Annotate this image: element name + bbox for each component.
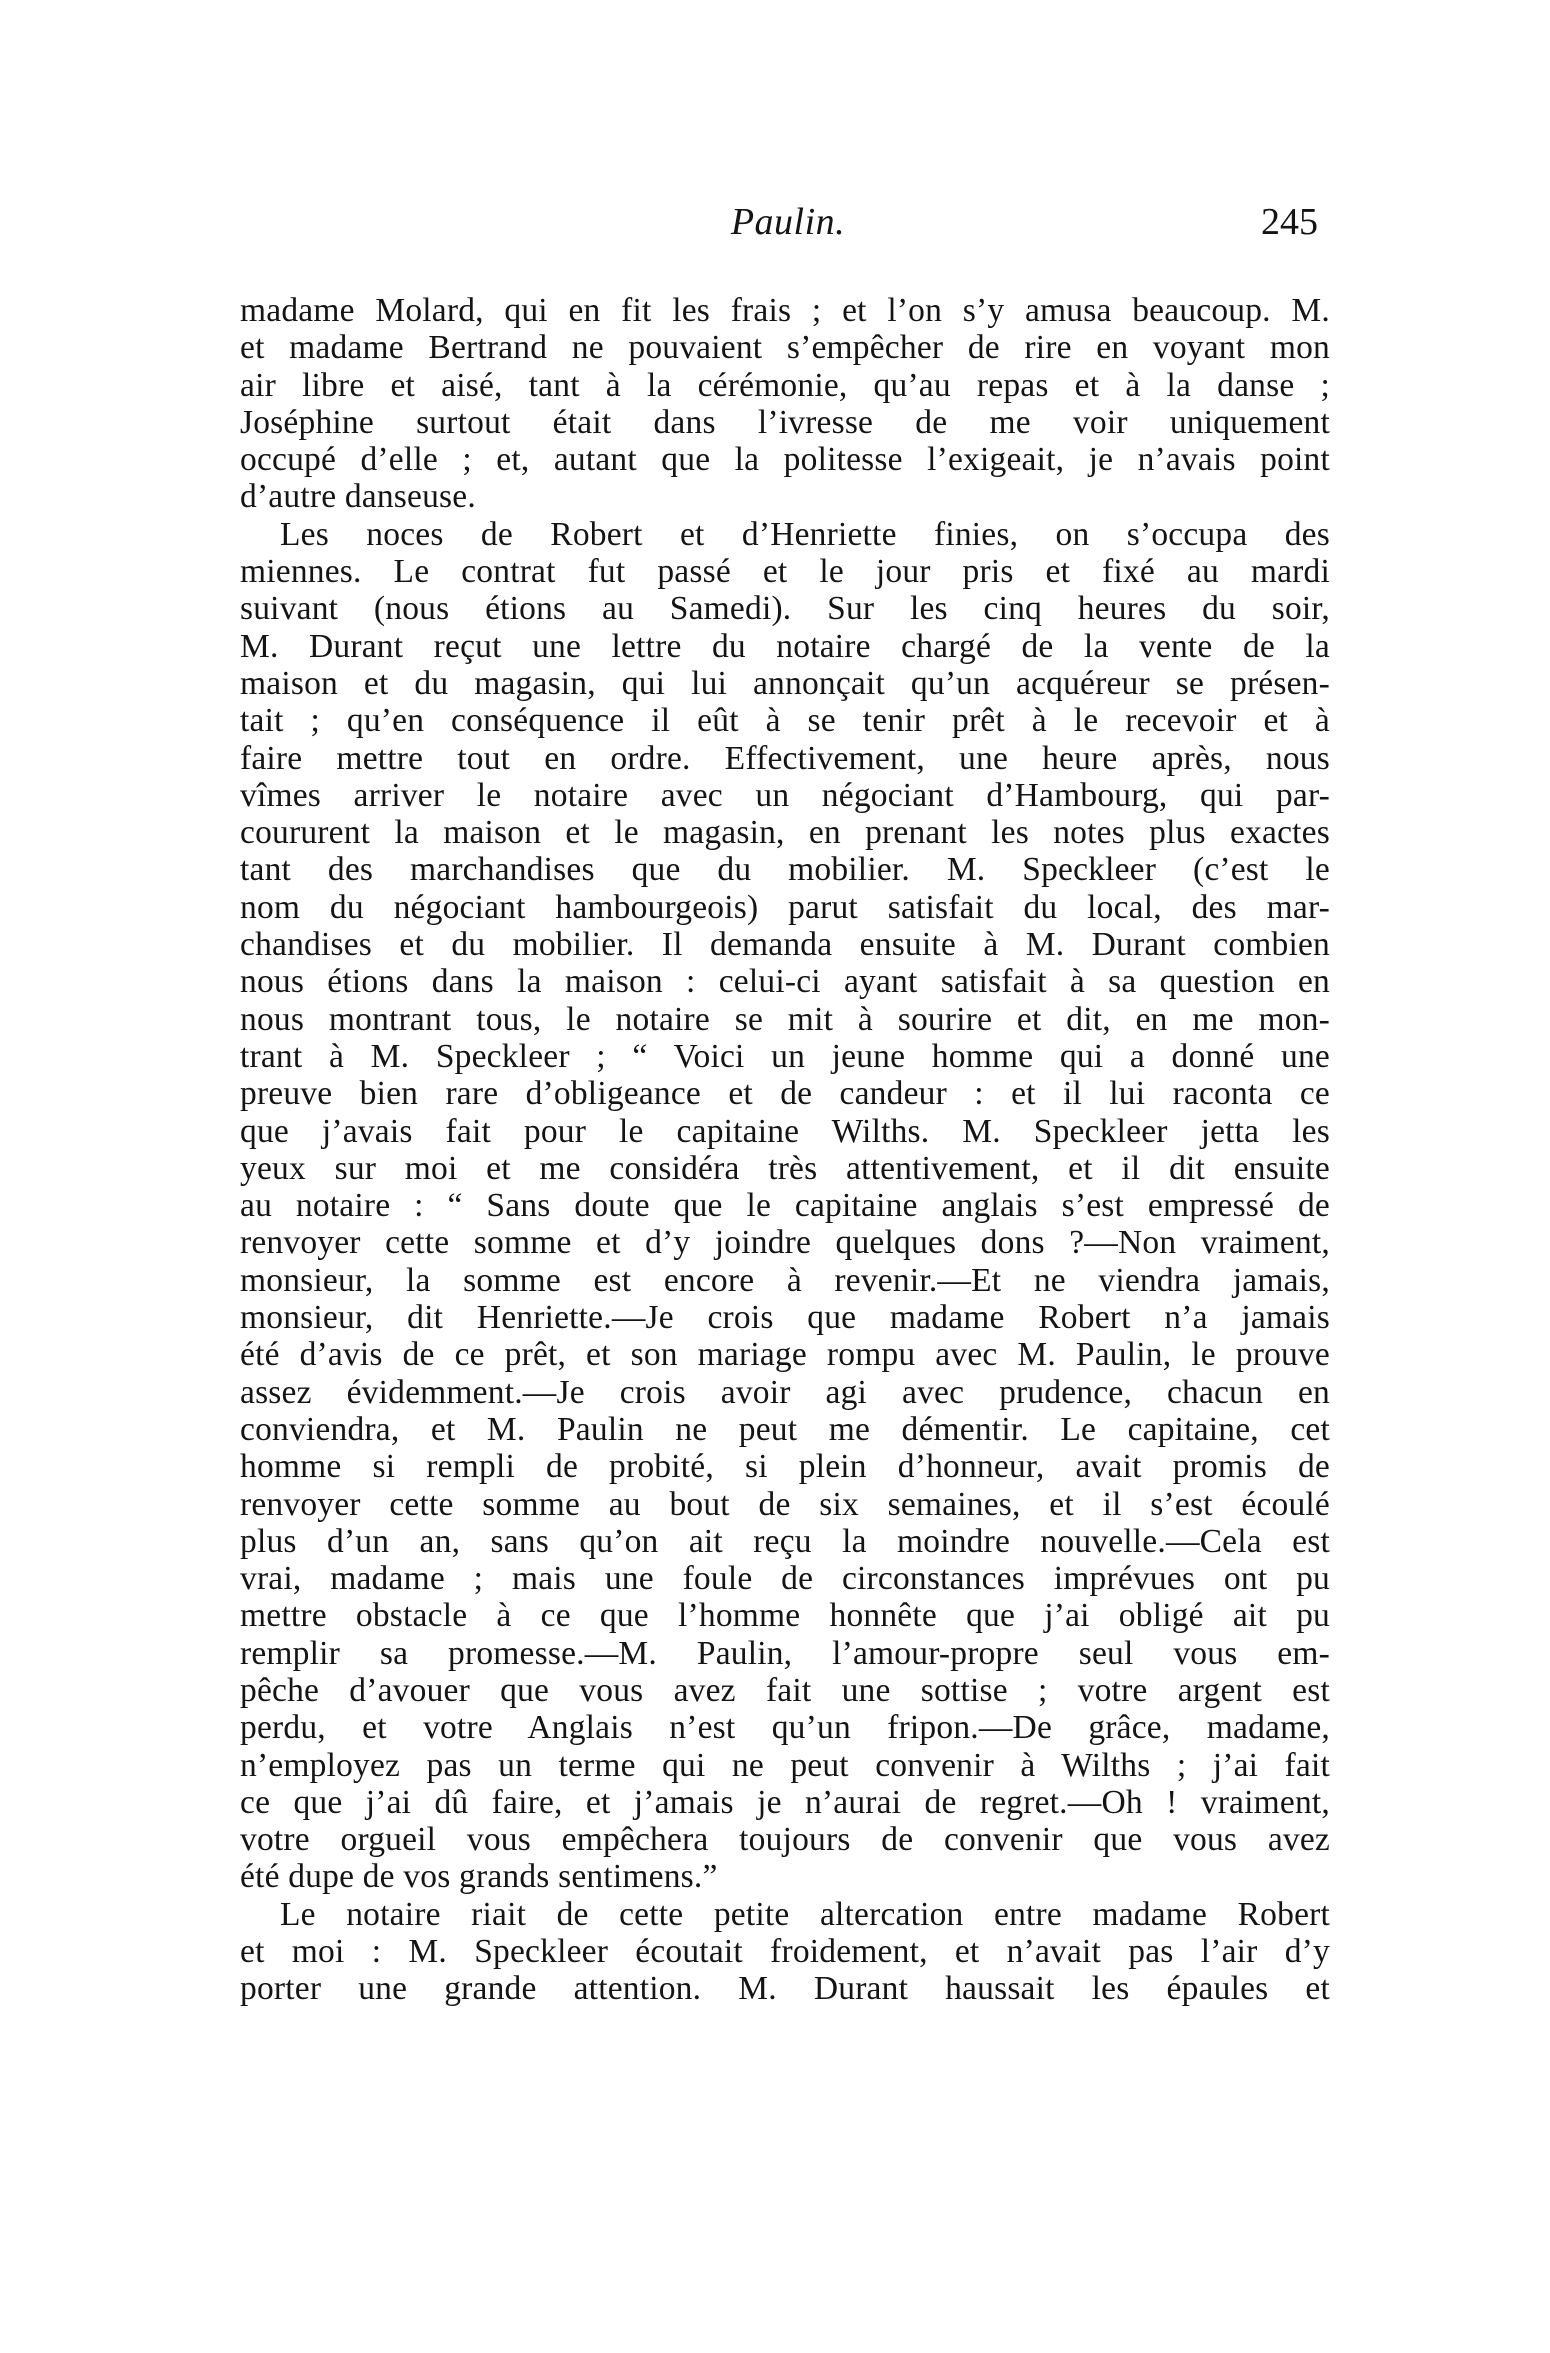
- text-line: conviendra, et M. Paulin ne peut me démentir. Le capitaine, cet: [240, 1410, 1330, 1448]
- text-line: monsieur, dit Henriette.—Je crois que madame Robert n’a jamais: [240, 1299, 1330, 1337]
- text-line: Le notaire riait de cette petite altercation entre madame Robert: [280, 1895, 1330, 1933]
- text-line: remplir sa promesse.—M. Paulin, l’amour-propre seul vous em-: [240, 1634, 1330, 1672]
- text-line: assez évidemment.—Je crois avoir agi avec prudence, chacun en: [240, 1373, 1330, 1411]
- text-line: Joséphine surtout était dans l’ivresse de me voir uniquement: [240, 403, 1330, 441]
- text-line: homme si rempli de probité, si plein d’honneur, avait promis de: [240, 1448, 1330, 1486]
- text-line: suivant (nous étions au Samedi). Sur les cinq heures du soir,: [240, 590, 1330, 628]
- text-line: coururent la maison et le magasin, en prenant les notes plus exactes: [240, 814, 1330, 852]
- text-line: M. Durant reçut une lettre du notaire chargé de la vente de la: [240, 627, 1330, 665]
- running-head: [238, 192, 1338, 252]
- text-line: faire mettre tout en ordre. Effectivement, une heure après, nous: [240, 739, 1330, 777]
- text-line: renvoyer cette somme au bout de six semaines, et il s’est écoulé: [240, 1485, 1330, 1523]
- text-line: et madame Bertrand ne pouvaient s’empêcher de rire en voyant mon: [240, 329, 1330, 367]
- text-line: vrai, madame ; mais une foule de circonstances imprévues ont pu: [240, 1560, 1330, 1598]
- text-line: nom du négociant hambourgeois) parut satisfait du local, des mar-: [240, 888, 1330, 926]
- text-line: madame Molard, qui en fit les frais ; et l’on s’y amusa beaucoup. M.: [240, 292, 1330, 329]
- text-line: et moi : M. Speckleer écoutait froidement, et n’avait pas l’air d’y: [240, 1933, 1330, 1971]
- text-line: monsieur, la somme est encore à revenir.—Et ne viendra jamais,: [240, 1261, 1330, 1299]
- text-line: renvoyer cette somme et d’y joindre quelques dons ?—Non vraiment,: [240, 1224, 1330, 1262]
- text-line: d’autre danseuse.: [240, 478, 476, 516]
- text-line: ce que j’ai dû faire, et j’amais je n’aurai de regret.—Oh ! vraiment,: [240, 1783, 1330, 1821]
- text-line: porter une grande attention. M. Durant haussait les épaules et: [240, 1970, 1330, 2008]
- text-line: tait ; qu’en conséquence il eût à se tenir prêt à le recevoir et à: [240, 702, 1330, 740]
- page-number: 245: [1261, 201, 1318, 243]
- text-line: été dupe de vos grands sentimens.”: [240, 1858, 718, 1896]
- text-line: été d’avis de ce prêt, et son mariage rompu avec M. Paulin, le prouve: [240, 1336, 1330, 1374]
- text-line: plus d’un an, sans qu’on ait reçu la moindre nouvelle.—Cela est: [240, 1522, 1330, 1560]
- text-line: preuve bien rare d’obligeance et de candeur : et il lui raconta ce: [240, 1075, 1330, 1113]
- text-line: miennes. Le contrat fut passé et le jour pris et fixé au mardi: [240, 553, 1330, 591]
- text-line: tant des marchandises que du mobilier. M. Speckleer (c’est le: [240, 851, 1330, 889]
- text-line: occupé d’elle ; et, autant que la politesse l’exigeait, je n’avais point: [240, 441, 1330, 479]
- text-line: nous étions dans la maison : celui-ci ayant satisfait à sa question en: [240, 963, 1330, 1001]
- text-line: pêche d’avouer que vous avez fait une sottise ; votre argent est: [240, 1671, 1330, 1709]
- text-line: que j’avais fait pour le capitaine Wilths. M. Speckleer jetta les: [240, 1112, 1330, 1150]
- text-line: votre orgueil vous empêchera toujours de convenir que vous avez: [240, 1821, 1330, 1859]
- text-line: perdu, et votre Anglais n’est qu’un fripon.—De grâce, madame,: [240, 1709, 1330, 1747]
- text-line: yeux sur moi et me considéra très attentivement, et il dit ensuite: [240, 1149, 1330, 1187]
- text-line: Les noces de Robert et d’Henriette finies, on s’occupa des: [280, 515, 1330, 553]
- text-line: trant à M. Speckleer ; “ Voici un jeune homme qui a donné une: [240, 1037, 1330, 1075]
- text-line: mettre obstacle à ce que l’homme honnête que j’ai obligé ait pu: [240, 1597, 1330, 1635]
- running-title: Paulin.: [730, 201, 846, 243]
- text-line: chandises et du mobilier. Il demanda ensuite à M. Durant combien: [240, 926, 1330, 964]
- body-text: [240, 292, 1330, 2008]
- text-line: au notaire : “ Sans doute que le capitaine anglais s’est empressé de: [240, 1187, 1330, 1225]
- text-line: maison et du magasin, qui lui annonçait qu’un acquéreur se présen-: [240, 664, 1330, 702]
- text-line: n’employez pas un terme qui ne peut convenir à Wilths ; j’ai fait: [240, 1746, 1330, 1784]
- text-line: vîmes arriver le notaire avec un négociant d’Hambourg, qui par-: [240, 776, 1330, 814]
- text-line: air libre et aisé, tant à la cérémonie, qu’au repas et à la danse ;: [240, 366, 1330, 404]
- text-line: nous montrant tous, le notaire se mit à sourire et dit, en me mon-: [240, 1000, 1330, 1038]
